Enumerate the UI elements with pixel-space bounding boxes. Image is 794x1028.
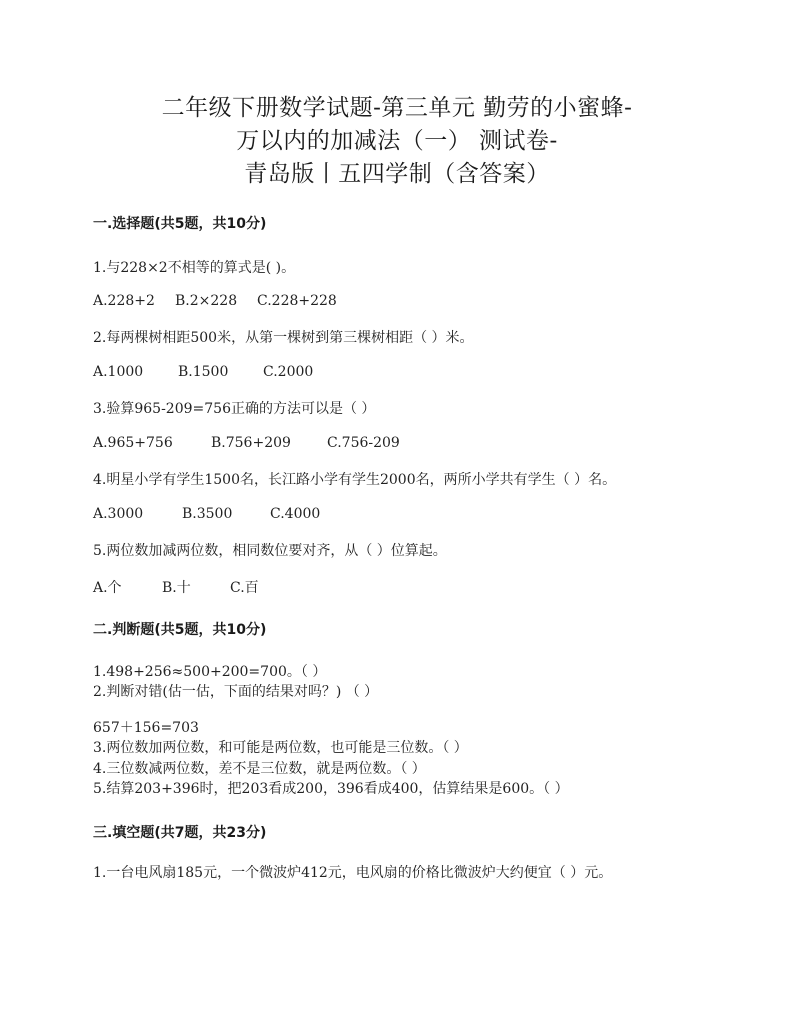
option-a: A.228+2 — [93, 293, 155, 309]
true-false-question-2-expression: 657＋156=703 — [93, 720, 199, 736]
choice-question-5-options — [93, 577, 259, 597]
true-false-question-4: 4.三位数减两位数，差不是三位数，就是两位数。（ ） — [93, 761, 426, 777]
option-a: A.965+756 — [93, 435, 173, 451]
choice-question-1: 1.与228×2不相等的算式是( )。 — [93, 260, 296, 276]
choice-question-2: 2.每两棵树相距500米，从第一棵树到第三棵树相距（ ）米。 — [93, 330, 474, 346]
option-b: B.756+209 — [211, 435, 291, 451]
section-heading-fill-in: 三.填空题(共7题，共23分) — [93, 825, 267, 841]
option-a: A.1000 — [93, 364, 144, 380]
title-line-2: 万以内的加减法（一） 测试卷- — [236, 128, 558, 154]
choice-question-5: 5.两位数加减两位数，相同数位要对齐，从（ ）位算起。 — [93, 543, 447, 559]
fill-in-question-1: 1.一台电风扇185元，一个微波炉412元，电风扇的价格比微波炉大约便宜（ ）元。 — [93, 865, 613, 881]
option-c: C.2000 — [263, 364, 314, 380]
document-title — [0, 92, 794, 191]
section-heading-true-false: 二.判断题(共5题，共10分) — [93, 622, 267, 638]
true-false-question-3: 3.两位数加两位数，和可能是两位数，也可能是三位数。（ ） — [93, 740, 468, 756]
section-heading-choice: 一.选择题(共5题，共10分) — [93, 216, 267, 232]
option-c: C.4000 — [270, 506, 321, 522]
choice-question-4: 4.明星小学有学生1500名，长江路小学有学生2000名，两所小学共有学生（ ）名。 — [93, 472, 617, 488]
choice-question-1-options — [93, 293, 337, 309]
option-b: B.3500 — [182, 506, 233, 522]
title-line-3: 青岛版丨五四学制（含答案） — [244, 161, 550, 187]
option-a: A.个 — [93, 580, 122, 596]
title-line-1: 二年级下册数学试题-第三单元 勤劳的小蜜蜂- — [161, 95, 633, 121]
true-false-question-5: 5.结算203+396时，把203看成200，396看成400，估算结果是600。（ ） — [93, 781, 569, 797]
option-c: C.百 — [230, 580, 259, 596]
option-b: B.1500 — [178, 364, 229, 380]
choice-question-3: 3.验算965-209=756正确的方法可以是（ ） — [93, 401, 376, 417]
true-false-question-1: 1.498+256≈500+200=700。（ ） — [93, 664, 327, 680]
option-a: A.3000 — [93, 506, 144, 522]
choice-question-3-options — [93, 435, 400, 451]
option-c: C.756-209 — [327, 435, 400, 451]
choice-question-4-options — [93, 506, 320, 522]
choice-question-2-options — [93, 364, 313, 380]
option-b: B.2×228 — [175, 293, 238, 309]
true-false-question-2: 2.判断对错(估一估，下面的结果对吗？) （ ） — [93, 684, 379, 700]
option-b: B.十 — [162, 580, 191, 596]
option-c: C.228+228 — [257, 293, 337, 309]
